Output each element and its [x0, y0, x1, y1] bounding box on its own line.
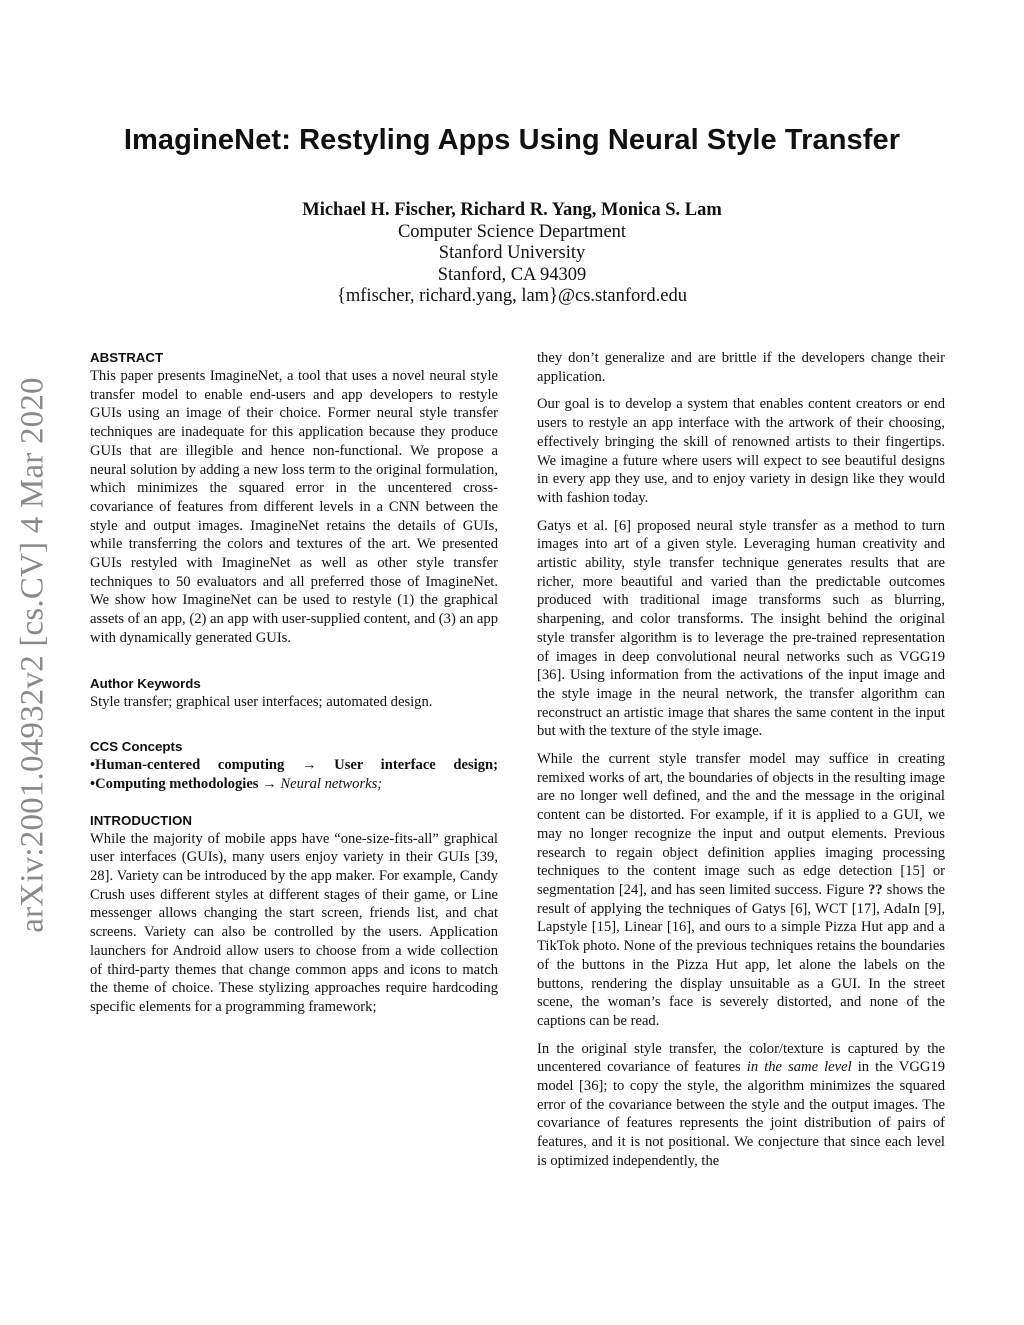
- ccs-concept-line-1: [90, 756, 498, 775]
- covariance-emphasis: in the same level: [746, 1059, 852, 1076]
- right-column: [537, 349, 945, 1180]
- limitations-text-a: While the current style transfer model may suffice in creating remixed works of art, the boundaries of objects in the resulting image are no longer well defined, and the and the message in the original content can be distorted. For example, if it is applied to a GUI, we may no longer recognize the input and output elements. Previous research to regain object definition applies imaging processing techniques to the content image such as edge detection [15] or segmentation [24], and has seen limited success. Figure: [537, 751, 945, 898]
- arxiv-identifier-text: arXiv:2001.04932v2 [cs.CV] 4 Mar 2020: [14, 377, 51, 933]
- introduction-paragraph-1: While the majority of mobile apps have “one-size-fits-all” graphical user interfaces (GUIs), many users enjoy variety in their GUIs [39, 28]. Variety can be introduced by the app maker. For example, Candy Crush uses different styles at different stages of their game, or Line messenger allows changing the start screen, friends list, and chat screens. Variety can also be controlled by the users. Application launchers for Android allow users to choose from a wide collection of third-party themes that change common apps and icons to match the theme of choice. These stylizing approaches require hardcoding specific elements for a programming framework;: [90, 830, 498, 1015]
- author-keywords-text: Style transfer; graphical user interfaces; automated design.: [90, 693, 433, 710]
- intro-paragraph-limitations: [537, 750, 945, 1031]
- abstract-heading: ABSTRACT: [90, 350, 164, 365]
- left-column: [90, 349, 498, 1026]
- author-university: Stanford University: [438, 243, 586, 263]
- author-location: Stanford, CA 94309: [437, 264, 587, 285]
- author-block: [0, 200, 1024, 308]
- covariance-text-b: in the VGG19 model [36]; to copy the style, the algorithm minimizes the squared error of the covariance between the style and the output images. The covariance of features represents the joint distribution of pairs of features, and it is not positional. We conjecture that since each level is optimized independently, the: [537, 1059, 945, 1169]
- author-names: Michael H. Fischer, Richard R. Yang, Monica S. Lam: [302, 200, 722, 220]
- ccs-concept-hci: •Human-centered computing → User interface design;: [90, 757, 498, 774]
- author-department: Computer Science Department: [397, 221, 627, 242]
- ccs-concept-computing: •Computing methodologies: [90, 775, 259, 792]
- author-keywords-heading: Author Keywords: [90, 675, 201, 691]
- ccs-concepts-heading: CCS Concepts: [90, 739, 183, 755]
- intro-paragraph-covariance: [537, 1040, 945, 1171]
- intro-paragraph-gatys: Gatys et al. [6] proposed neural style transfer as a method to turn images into art of a given style. Leveraging human creativity and artistic ability, style transfer technique generates results that are richer, more beautiful and varied than the predictable outcomes produced with traditional image transforms such as blurring, sharpening, and color transforms. The insight behind the original style transfer algorithm is to leverage the pre-trained representation of images in deep convolutional neural networks such as VGG19 [36]. Using information from the activations of the input image and the style image in the neural network, the transfer algorithm can reconstruct an artistic image that shares the same content in the input but with the texture of the style image.: [537, 517, 945, 740]
- figure-ref[interactable]: ??: [868, 881, 883, 898]
- covariance-text-a: In the original style transfer, the color/texture is captured by the uncentered covariance of features: [537, 1040, 945, 1076]
- author-email: {mfischer, richard.yang, lam}@cs.stanford.edu: [337, 286, 687, 306]
- ccs-arrow: →: [262, 775, 277, 792]
- arxiv-identifier-stamp: [8, 350, 58, 960]
- intro-paragraph-continued: they don’t generalize and are brittle if the developers change their application.: [537, 350, 945, 385]
- paper-title: ImagineNet: Restyling Apps Using Neural Style Transfer: [123, 124, 901, 156]
- abstract-text: This paper presents ImagineNet, a tool that uses a novel neural style transfer model to enable end-users and app developers to restyle GUIs using an image of their choice. Former neural style transfer techniques are inadequate for this application because they produce GUIs that are illegible and hence non-functional. We propose a neural solution by adding a new loss term to the original formulation, which minimizes the squared error in the uncentered cross-covariance of features from different levels in a CNN between the style and output images. ImagineNet retains the details of GUIs, while transferring the colors and textures of the art. We presented GUIs restyled with ImagineNet as well as other style transfer techniques to 50 evaluators and all preferred those of ImagineNet. We show how ImagineNet can be used to restyle (1) the graphical assets of an app, (2) an app with user-supplied content, and (3) an app with dynamically generated GUIs.: [90, 368, 498, 646]
- ccs-concept-neural: Neural networks;: [280, 775, 383, 792]
- ccs-concept-line-2: [90, 775, 498, 794]
- intro-paragraph-goal: Our goal is to develop a system that enables content creators or end users to restyle an app interface with the artwork of their choosing, effectively bringing the skill of renowned artists to their fingertips. We imagine a future where users will expect to see beautiful designs in every app they use, and to enjoy variety in design like they would with fashion today.: [537, 396, 945, 506]
- introduction-heading: INTRODUCTION: [90, 812, 192, 828]
- limitations-text-b: shows the result of applying the techniques of Gatys [6], WCT [17], AdaIn [9], Lapstyle [15], Linear [16], and ours to a simple Pizza Hut app and a TikTok photo. None of the previous techniques retains the boundaries of the buttons in the Pizza Hut app, let alone the labels on the buttons, rendering the display unsuitable as a GUI. In the street scene, the woman’s face is severely distorted, and none of the captions can be read.: [537, 881, 946, 1029]
